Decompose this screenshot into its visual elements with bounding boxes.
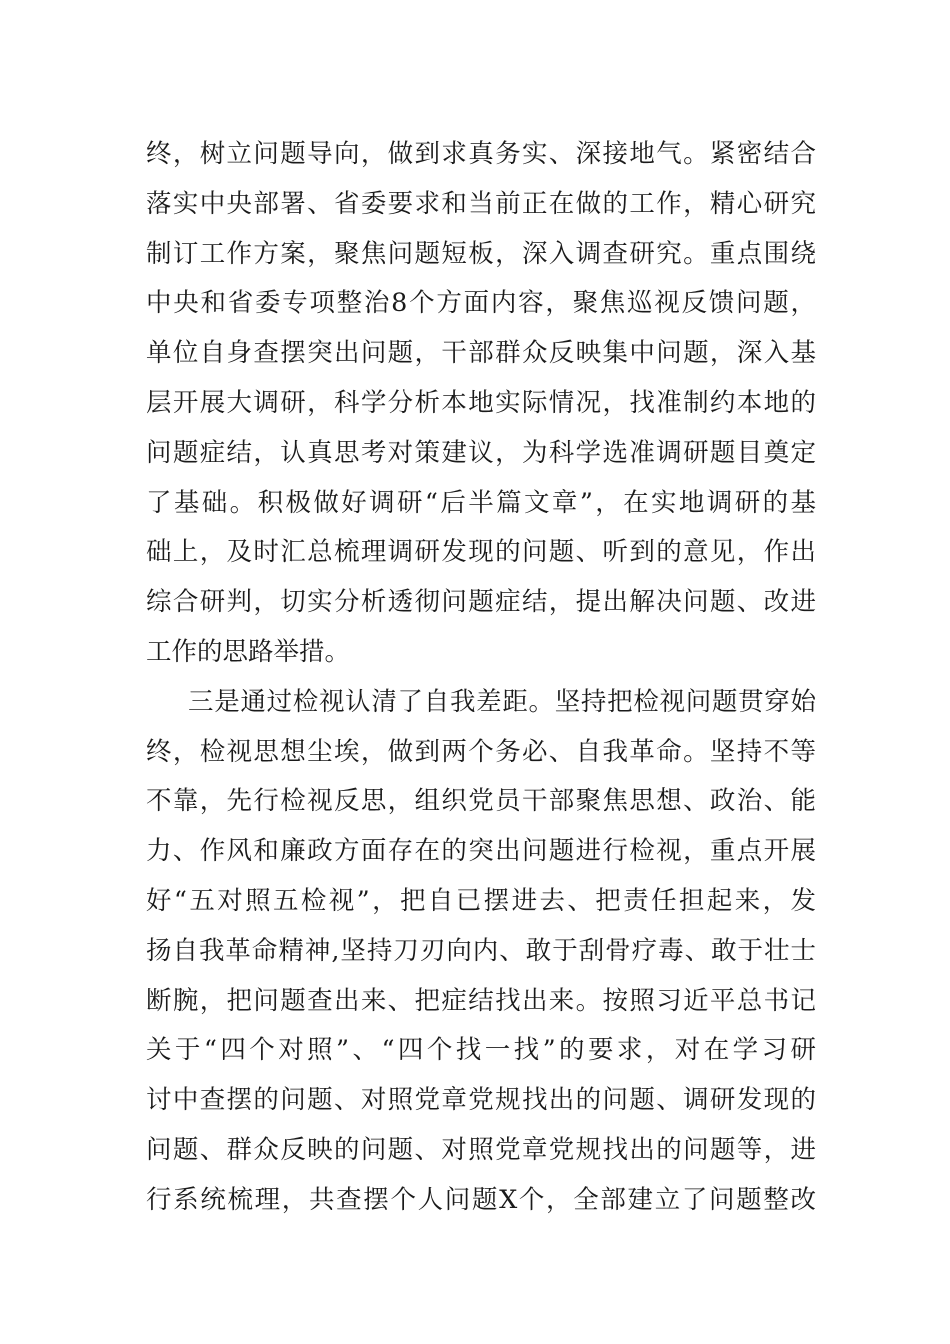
text-line: 终，检视思想尘埃，做到两个务必、自我革命。坚持不等	[146, 736, 816, 767]
text-line: 础上，及时汇总梳理调研发现的问题、听到的意见，作出	[146, 537, 816, 568]
text-line: 问题、群众反映的问题、对照党章党规找出的问题等，进	[146, 1134, 816, 1165]
text-line: 工作的思路举措。	[146, 636, 351, 667]
paragraph-1	[146, 130, 816, 678]
text-line: 落实中央部署、省委要求和当前正在做的工作，精心研究	[146, 188, 816, 219]
text-line: 关于“四个对照”、“四个找一找”的要求，对在学习研	[146, 1035, 816, 1066]
text-line: 问题症结，认真思考对策建议，为科学选准调研题目奠定	[146, 437, 816, 468]
text-line: 好“五对照五检视”，把自已摆进去、把责任担起来，发	[146, 885, 816, 916]
text-line: 断腕，把问题查出来、把症结找出来。按照习近平总书记	[146, 985, 816, 1016]
text-line: 综合研判，切实分析透彻问题症结，提出解决问题、改进	[146, 587, 816, 618]
text-line: 讨中查摆的问题、对照党章党规找出的问题、调研发现的	[146, 1085, 816, 1116]
text-line: 行系统梳理，共查摆个人问题X个，全部建立了问题整改	[146, 1184, 816, 1215]
text-line: 扬自我革命精神,坚持刀刃向内、敢于刮骨疗毒、敢于壮士	[146, 935, 816, 966]
text-line: 力、作风和廉政方面存在的突出问题进行检视，重点开展	[146, 836, 816, 867]
text-line: 终，树立问题导向，做到求真务实、深接地气。紧密结合	[146, 139, 816, 169]
body-text	[146, 130, 816, 1226]
text-line: 单位自身查摆突出问题，干部群众反映集中问题，深入基	[146, 338, 816, 369]
text-line: 层开展大调研，科学分析本地实际情况，找准制约本地的	[146, 387, 816, 418]
text-line: 了基础。积极做好调研“后半篇文章”，在实地调研的基	[146, 487, 816, 518]
text-line: 不靠，先行检视反思，组织党员干部聚焦思想、政治、能	[146, 786, 816, 817]
text-line: 制订工作方案，聚焦问题短板，深入调查研究。重点围绕	[146, 238, 816, 269]
paragraph-2	[146, 678, 816, 1226]
text-line: 三是通过检视认清了自我差距。坚持把检视问题贯穿始	[188, 686, 816, 717]
text-line: 中央和省委专项整治8个方面内容，聚焦巡视反馈问题，	[146, 288, 816, 319]
